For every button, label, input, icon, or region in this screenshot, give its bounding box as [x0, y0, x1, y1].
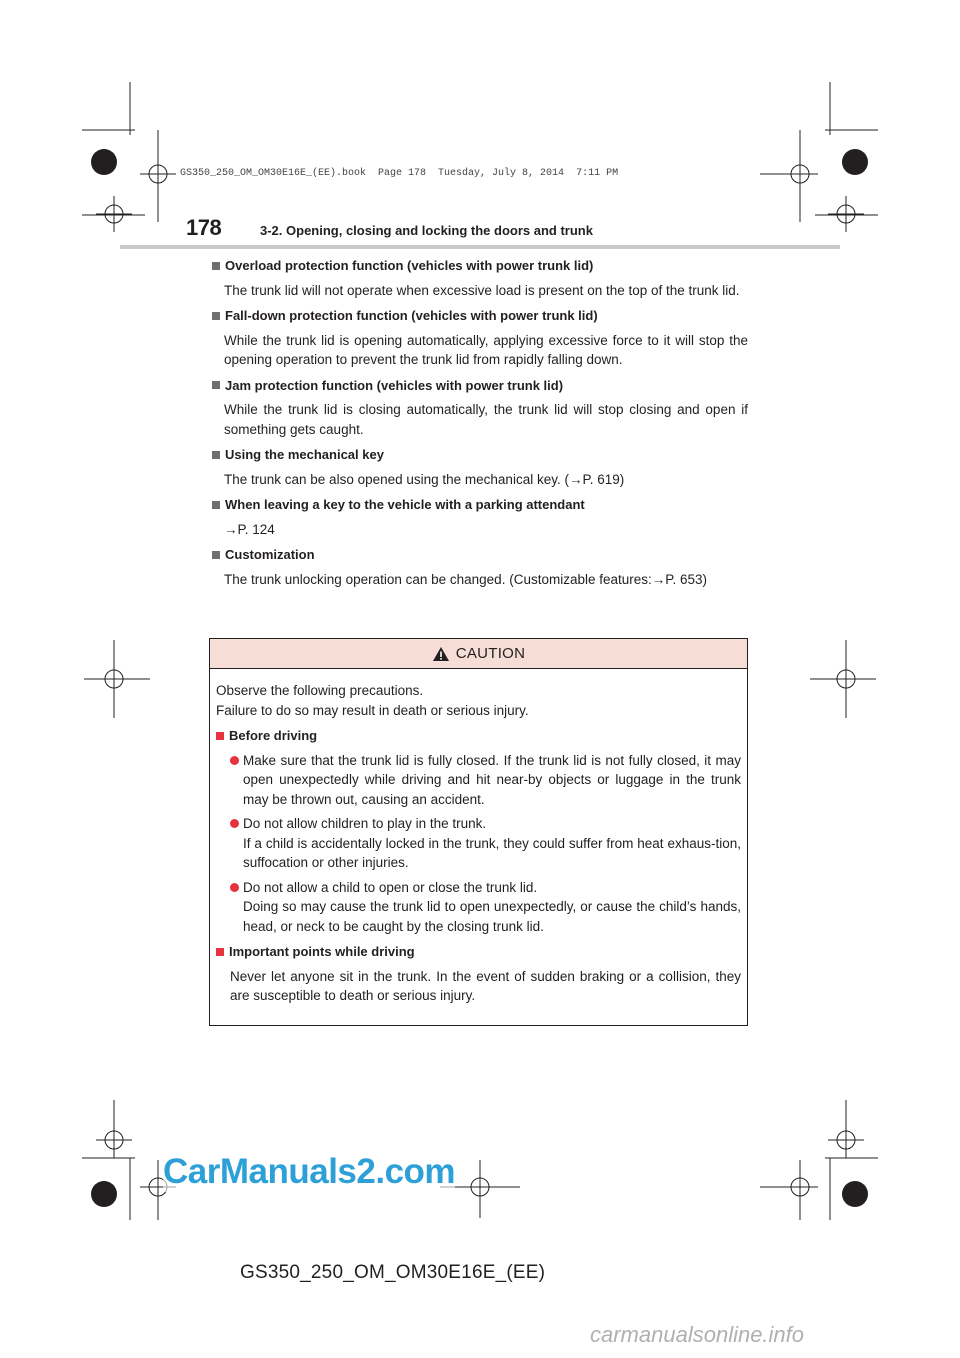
round-bullet-icon: [230, 819, 239, 828]
square-bullet-icon: [212, 501, 220, 509]
round-bullet-icon: [230, 883, 239, 892]
section-fall-down: [212, 306, 748, 370]
square-bullet-icon: [216, 948, 224, 956]
carmanuals-logo: CarManuals2.com: [163, 1152, 456, 1191]
footer-code: GS350_250_OM_OM30E16E_(EE): [240, 1262, 546, 1283]
caution-paragraph: Never let anyone sit in the trunk. In the event of sudden braking or a collision, they are susceptible to death or serious injury.: [230, 968, 741, 1003]
caution-intro-line: Failure to do so may result in death or serious injury.: [216, 702, 529, 718]
bullet-text: Make sure that the trunk lid is fully closed. If the trunk lid is not fully closed, it may open unexpectedly while driving and hit near-by objects or luggage in the trunk may be thrown out, causing an accident.: [243, 752, 741, 807]
page-number: 178: [186, 215, 222, 240]
caution-body: [210, 669, 747, 1006]
caution-bullet: [216, 878, 741, 937]
main-content: [212, 256, 748, 595]
bullet-text: If a child is accidentally locked in the trunk, they could suffer from heat exhaus-tion, suffocation or other injuries.: [243, 835, 741, 870]
warning-triangle-icon: [432, 646, 450, 662]
caution-bullet: [216, 751, 741, 810]
square-bullet-icon: [212, 451, 220, 459]
bullet-text: Do not allow children to play in the trunk.: [243, 816, 487, 831]
section-title: 3-2. Opening, closing and locking the doors and trunk: [260, 223, 593, 238]
caution-header: [210, 639, 747, 669]
section-jam: [212, 376, 748, 440]
section-mechanical-key: [212, 445, 748, 489]
section-body: The trunk unlocking operation can be changed. (Customizable features:→P. 653): [224, 571, 708, 587]
square-bullet-icon: [212, 381, 220, 389]
section-body: While the trunk lid is opening automatically, applying excessive force to it will stop the opening operation to prevent the trunk lid from rapidly falling down.: [224, 332, 748, 367]
watermark: carmanualsonline.info: [590, 1322, 805, 1347]
section-heading: Jam protection function (vehicles with power trunk lid): [225, 377, 564, 393]
caution-subheading: Before driving: [229, 728, 318, 743]
section-heading: Using the mechanical key: [225, 447, 384, 462]
section-heading: Overload protection function (vehicles with power trunk lid): [225, 258, 594, 273]
square-bullet-icon: [212, 312, 220, 320]
section-heading: Customization: [225, 547, 315, 562]
section-heading: When leaving a key to the vehicle with a parking attendant: [225, 497, 585, 512]
square-bullet-icon: [212, 262, 220, 270]
section-body: While the trunk lid is closing automatically, the trunk lid will stop closing and open if something gets caught.: [224, 402, 748, 437]
section-parking-attendant: [212, 495, 748, 539]
caution-box: [209, 638, 748, 1026]
bullet-text: Do not allow a child to open or close the trunk lid.: [243, 879, 538, 895]
square-bullet-icon: [212, 551, 220, 559]
section-heading: Fall-down protection function (vehicles with power trunk lid): [225, 308, 598, 323]
caution-intro-line: Observe the following precautions.: [216, 683, 424, 698]
section-body: The trunk lid will not operate when excessive load is present on the top of the trunk lid.: [224, 282, 740, 298]
square-bullet-icon: [216, 732, 224, 740]
print-header: GS350_250_OM_OM30E16E_(EE).book Page 178 Tuesday, July 8, 2014 7:11 PM: [180, 168, 619, 179]
section-overload: [212, 256, 748, 300]
header-rule: [120, 245, 840, 249]
section-body: The trunk can be also opened using the mechanical key. (→P. 619): [224, 471, 625, 487]
caution-bullet: [216, 814, 741, 873]
caution-subheading: Important points while driving: [229, 944, 415, 959]
section-customization: [212, 545, 748, 589]
caution-title: CAUTION: [455, 645, 526, 662]
section-body: →P. 124: [224, 521, 275, 537]
round-bullet-icon: [230, 756, 239, 765]
bullet-text: Doing so may cause the trunk lid to open unexpectedly, or cause the child’s hands, head, or neck to be caught by the closing trunk lid.: [243, 899, 741, 934]
